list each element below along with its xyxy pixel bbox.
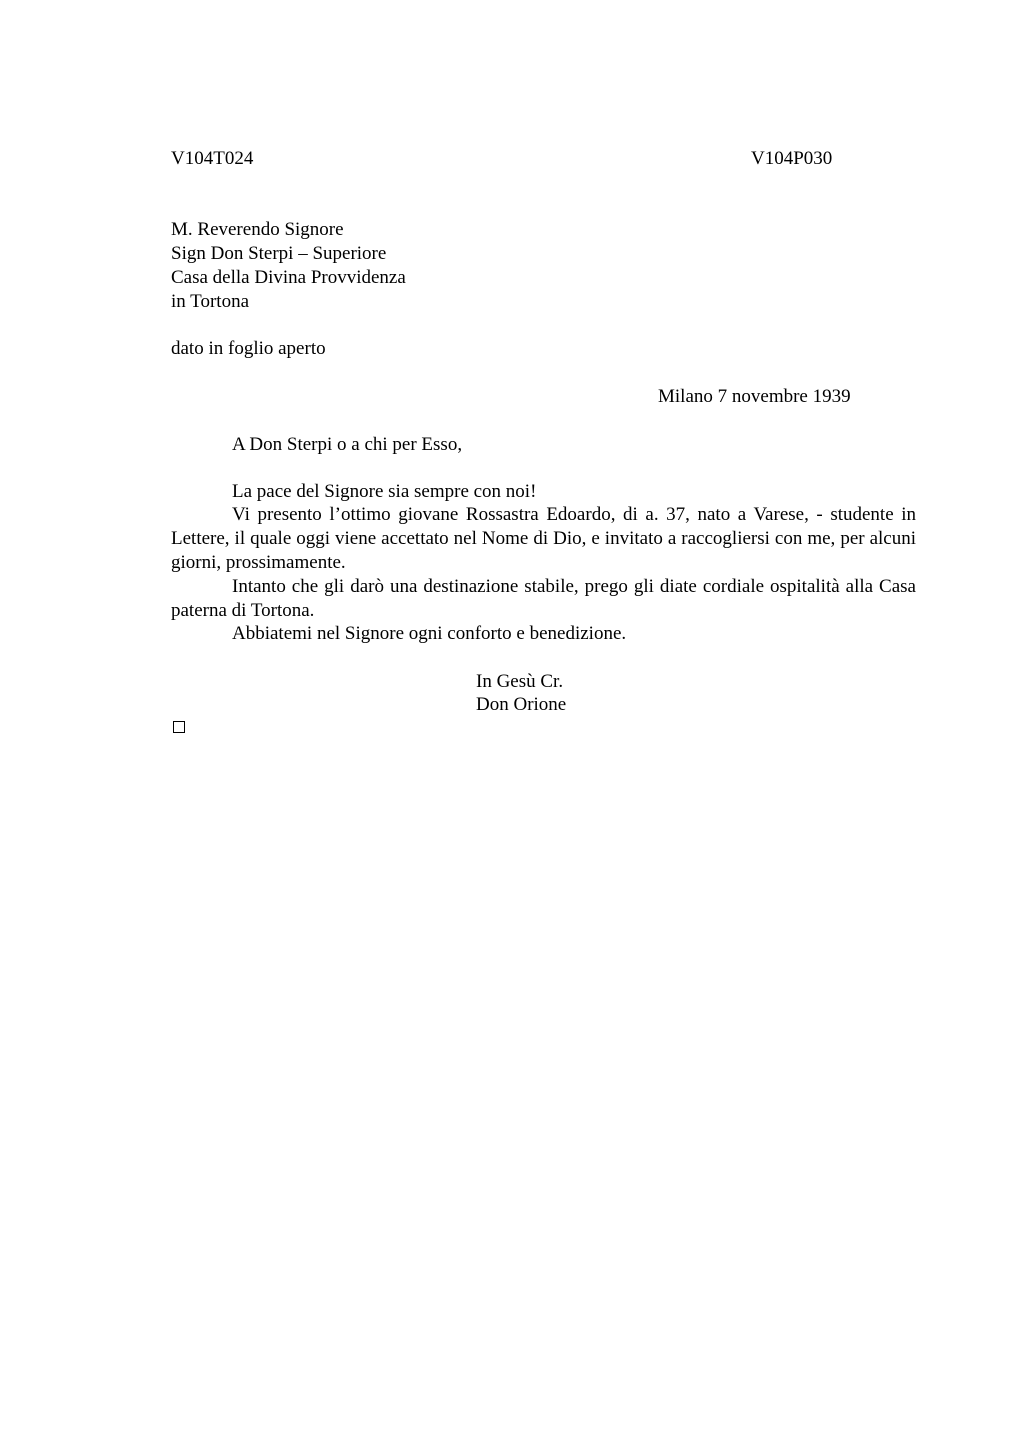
address-line-2: Sign Don Sterpi – Superiore xyxy=(171,243,387,264)
address-line-3: Casa della Divina Provvidenza xyxy=(171,267,406,288)
salutation: A Don Sterpi o a chi per Esso, xyxy=(232,434,463,455)
body-paragraph-1: La pace del Signore sia sempre con noi! xyxy=(232,481,537,502)
body-paragraph-2: Vi presento l’ottimo giovane Rossastra Edoardo, di a. 37, nato a Varese, - studente in Lettere, il quale oggi viene accettato nel Nome di Dio, e invitato a raccogliersi con me, per alcuni giorni, prossimamente. xyxy=(171,504,916,573)
delivery-note: dato in foglio aperto xyxy=(171,338,326,359)
address-line-1: M. Reverendo Signore xyxy=(171,219,344,240)
closing-line-1: In Gesù Cr. xyxy=(476,671,564,692)
end-box-icon xyxy=(173,721,185,733)
address-line-4: in Tortona xyxy=(171,291,250,312)
signature: Don Orione xyxy=(476,694,567,715)
body-paragraph-4: Abbiatemi nel Signore ogni conforto e benedizione. xyxy=(232,623,627,644)
body-paragraph-3: Intanto che gli darò una destinazione stabile, prego gli diate cordiale ospitalità alla Casa paterna di Tortona. xyxy=(171,576,916,621)
header-left-code: V104T024 xyxy=(171,148,254,169)
header-right-code: V104P030 xyxy=(751,148,833,169)
letter-date: Milano 7 novembre 1939 xyxy=(658,386,851,407)
